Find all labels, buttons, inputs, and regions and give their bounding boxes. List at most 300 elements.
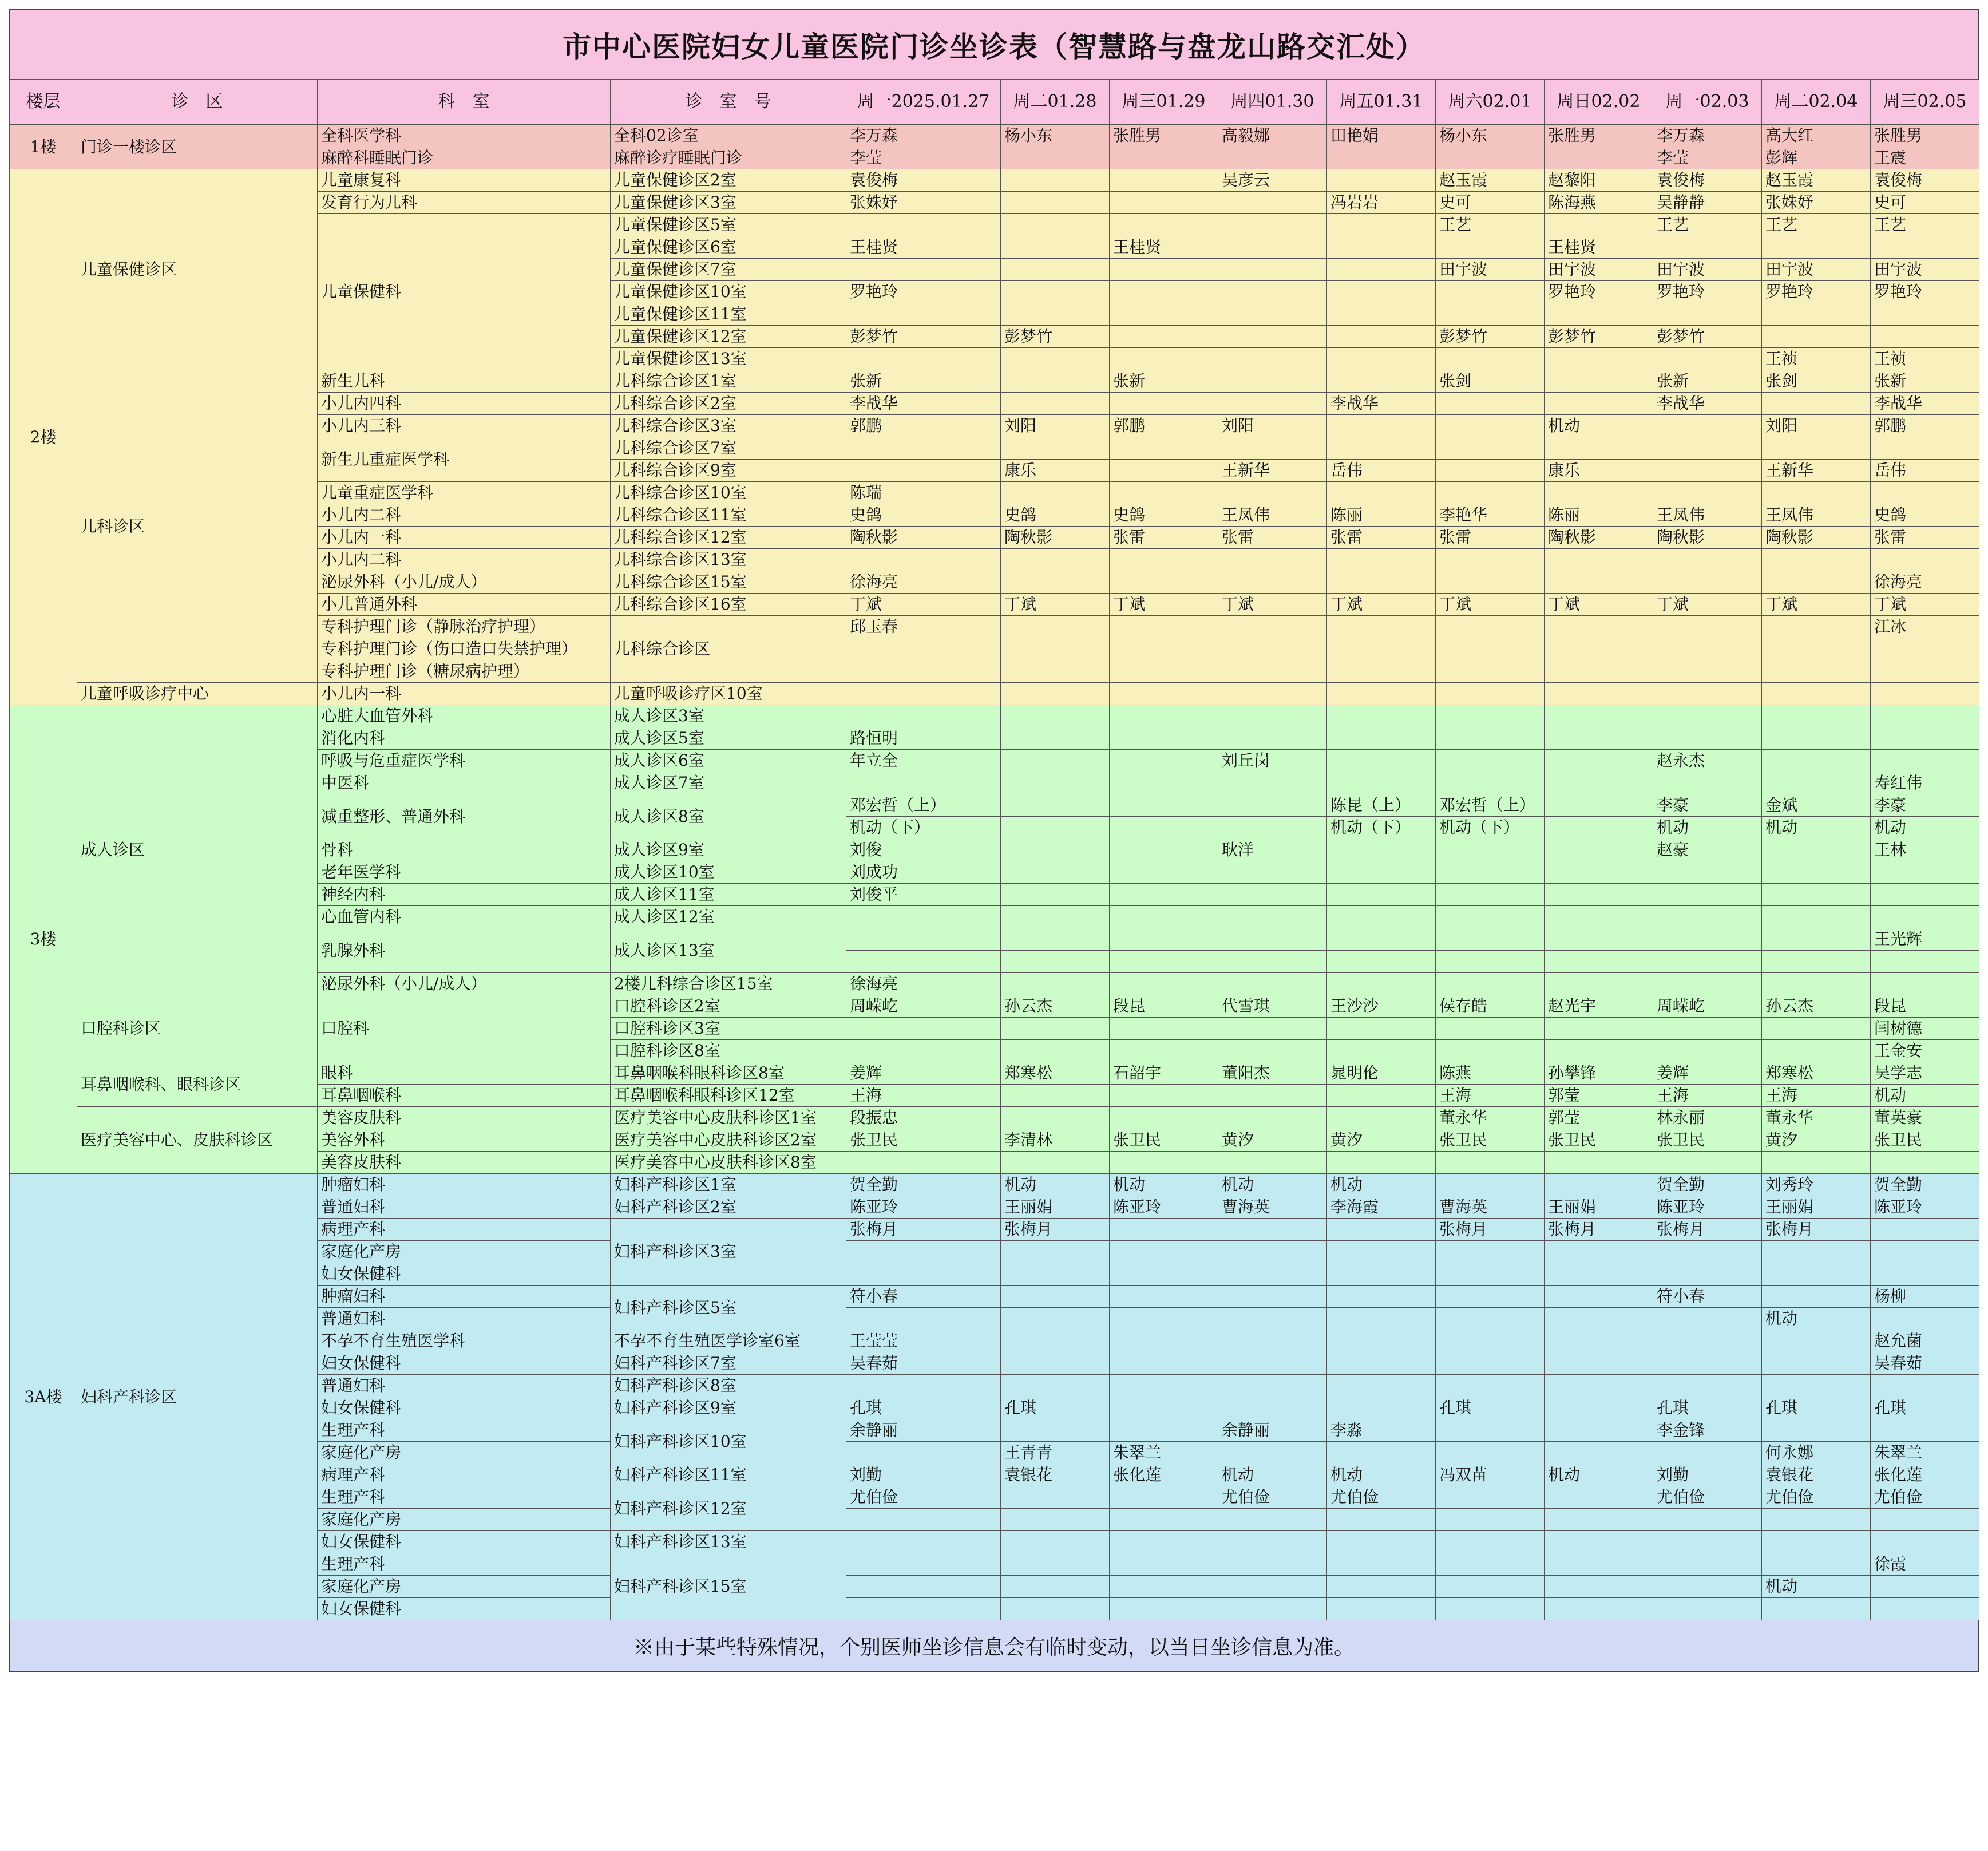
page-title: 市中心医院妇女儿童医院门诊坐诊表（智慧路与盘龙山路交汇处） (9, 9, 1979, 79)
doctor-cell (1545, 1286, 1653, 1308)
doctor-cell (1218, 1576, 1327, 1598)
doctor-cell: 陈亚玲 (846, 1196, 1001, 1219)
doctor-cell (1436, 1598, 1545, 1620)
doctor-cell (1110, 147, 1218, 169)
department-cell: 泌尿外科（小儿/成人） (318, 571, 611, 594)
doctor-cell (1545, 437, 1653, 460)
doctor-cell (1762, 1018, 1871, 1040)
room-cell: 妇科产科诊区1室 (611, 1174, 846, 1196)
doctor-cell: 史鸽 (1871, 504, 1979, 527)
department-cell: 美容外科 (318, 1129, 611, 1152)
doctor-cell (1545, 303, 1653, 326)
doctor-cell: 张雷 (1871, 527, 1979, 549)
doctor-cell (1436, 683, 1545, 705)
doctor-cell (846, 1375, 1001, 1397)
doctor-cell (1110, 549, 1218, 571)
doctor-cell: 王丽娟 (1001, 1196, 1110, 1219)
doctor-cell: 机动（下） (1436, 817, 1545, 839)
room-cell: 儿科综合诊区11室 (611, 504, 846, 527)
doctor-cell: 王沙沙 (1327, 995, 1436, 1018)
doctor-cell: 董永华 (1436, 1107, 1545, 1129)
doctor-cell: 董阳杰 (1218, 1062, 1327, 1085)
doctor-cell (1762, 727, 1871, 750)
doctor-cell: 周嵘屹 (846, 995, 1001, 1018)
doctor-cell: 李莹 (846, 147, 1001, 169)
doctor-cell (1110, 1375, 1218, 1397)
doctor-cell: 丁斌 (1001, 594, 1110, 616)
doctor-cell: 年立全 (846, 750, 1001, 772)
room-cell: 儿科综合诊区16室 (611, 594, 846, 616)
doctor-cell: 丁斌 (1871, 594, 1979, 616)
room-cell: 医疗美容中心皮肤科诊区2室 (611, 1129, 846, 1152)
doctor-cell: 张卫民 (1871, 1129, 1979, 1152)
doctor-cell (1001, 1419, 1110, 1442)
doctor-cell: 王丽娟 (1762, 1196, 1871, 1219)
doctor-cell: 机动 (1762, 1308, 1871, 1330)
doctor-cell (1218, 1397, 1327, 1419)
doctor-cell (1653, 1576, 1762, 1598)
department-cell: 中医科 (318, 772, 611, 794)
doctor-cell: 机动 (1871, 817, 1979, 839)
doctor-cell (1871, 1241, 1979, 1263)
doctor-cell (1762, 906, 1871, 928)
doctor-cell (1001, 259, 1110, 281)
doctor-cell: 陈丽 (1545, 504, 1653, 527)
table-row (10, 125, 1979, 147)
header-day: 周日02.02 (1545, 80, 1653, 125)
doctor-cell (1327, 772, 1436, 794)
doctor-cell (1327, 482, 1436, 504)
doctor-cell: 王青青 (1001, 1442, 1110, 1464)
department-cell: 生理产科 (318, 1486, 611, 1509)
doctor-cell (1110, 214, 1218, 236)
doctor-cell: 刘阳 (1001, 415, 1110, 437)
doctor-cell: 郑寒松 (1762, 1062, 1871, 1085)
doctor-cell (1653, 1442, 1762, 1464)
doctor-cell: 陈瑞 (846, 482, 1001, 504)
department-cell: 美容皮肤科 (318, 1152, 611, 1174)
doctor-cell (1327, 616, 1436, 638)
doctor-cell (1436, 482, 1545, 504)
doctor-cell (1001, 571, 1110, 594)
doctor-cell: 刘俊 (846, 839, 1001, 861)
doctor-cell (1001, 861, 1110, 884)
table-row (10, 1174, 1979, 1196)
doctor-cell (1001, 1085, 1110, 1107)
area-cell: 门诊一楼诊区 (77, 125, 318, 169)
doctor-cell: 王海 (846, 1085, 1001, 1107)
doctor-cell (1218, 1040, 1327, 1062)
doctor-cell (1436, 281, 1545, 303)
doctor-cell (1762, 1040, 1871, 1062)
doctor-cell (1871, 549, 1979, 571)
doctor-cell (1110, 1531, 1218, 1553)
doctor-cell (1327, 415, 1436, 437)
header-day: 周一02.03 (1653, 80, 1762, 125)
doctor-cell: 余静丽 (1218, 1419, 1327, 1442)
doctor-cell (1110, 259, 1218, 281)
doctor-cell (1218, 1330, 1327, 1352)
doctor-cell (1653, 1553, 1762, 1576)
room-cell: 儿科综合诊区2室 (611, 393, 846, 415)
department-cell: 儿童重症医学科 (318, 482, 611, 504)
doctor-cell: 吴学志 (1871, 1062, 1979, 1085)
doctor-cell: 赵豪 (1653, 839, 1762, 861)
doctor-cell: 张梅月 (846, 1219, 1001, 1241)
doctor-cell: 陶秋影 (1545, 527, 1653, 549)
doctor-cell (1110, 1509, 1218, 1531)
doctor-cell (1545, 660, 1653, 683)
room-cell: 耳鼻咽喉科眼科诊区8室 (611, 1062, 846, 1085)
doctor-cell (1545, 1486, 1653, 1509)
doctor-cell: 林永丽 (1653, 1107, 1762, 1129)
doctor-cell (1762, 1152, 1871, 1174)
table-row (10, 370, 1979, 393)
doctor-cell (1545, 1308, 1653, 1330)
doctor-cell (1762, 1509, 1871, 1531)
doctor-cell: 李海霞 (1327, 1196, 1436, 1219)
doctor-cell (1871, 861, 1979, 884)
doctor-cell (1110, 1263, 1218, 1286)
doctor-cell: 段昆 (1871, 995, 1979, 1018)
department-cell: 美容皮肤科 (318, 1107, 611, 1129)
doctor-cell (846, 705, 1001, 727)
doctor-cell: 尤伯俭 (1762, 1486, 1871, 1509)
doctor-cell (846, 683, 1001, 705)
doctor-cell: 王艺 (1762, 214, 1871, 236)
doctor-cell (1001, 1509, 1110, 1531)
doctor-cell (1218, 1442, 1327, 1464)
department-cell: 普通妇科 (318, 1196, 611, 1219)
doctor-cell: 张雷 (1436, 527, 1545, 549)
doctor-cell (1436, 727, 1545, 750)
header-day: 周四01.30 (1218, 80, 1327, 125)
doctor-cell: 李豪 (1871, 794, 1979, 817)
doctor-cell (1762, 660, 1871, 683)
doctor-cell (1110, 571, 1218, 594)
doctor-cell (1327, 1018, 1436, 1040)
doctor-cell (1218, 1152, 1327, 1174)
doctor-cell: 刘勤 (846, 1464, 1001, 1486)
doctor-cell: 李战华 (1327, 393, 1436, 415)
doctor-cell (1001, 1598, 1110, 1620)
doctor-cell (1436, 571, 1545, 594)
doctor-cell (846, 660, 1001, 683)
doctor-cell (1110, 1286, 1218, 1308)
doctor-cell (1545, 549, 1653, 571)
doctor-cell: 王艺 (1871, 214, 1979, 236)
doctor-cell (1762, 326, 1871, 348)
doctor-cell (1218, 214, 1327, 236)
doctor-cell (1436, 951, 1545, 973)
doctor-cell (1327, 303, 1436, 326)
doctor-cell: 李万森 (846, 125, 1001, 147)
doctor-cell (1218, 951, 1327, 973)
room-cell: 儿科综合诊区1室 (611, 370, 846, 393)
doctor-cell: 贺全勤 (846, 1174, 1001, 1196)
doctor-cell (1110, 817, 1218, 839)
doctor-cell (1545, 1352, 1653, 1375)
department-cell: 麻醉科睡眠门诊 (318, 147, 611, 169)
department-cell: 耳鼻咽喉科 (318, 1085, 611, 1107)
doctor-cell: 张卫民 (846, 1129, 1001, 1152)
doctor-cell (1436, 1018, 1545, 1040)
doctor-cell (1436, 1576, 1545, 1598)
doctor-cell (1218, 638, 1327, 660)
doctor-cell (1001, 1308, 1110, 1330)
doctor-cell (1218, 281, 1327, 303)
department-cell: 眼科 (318, 1062, 611, 1085)
header-floor: 楼层 (10, 80, 77, 125)
doctor-cell (1110, 1352, 1218, 1375)
doctor-cell (846, 214, 1001, 236)
doctor-cell (1871, 638, 1979, 660)
department-cell: 消化内科 (318, 727, 611, 750)
doctor-cell: 田宇波 (1436, 259, 1545, 281)
doctor-cell: 陈亚玲 (1871, 1196, 1979, 1219)
doctor-cell: 张新 (846, 370, 1001, 393)
doctor-cell (1327, 370, 1436, 393)
doctor-cell: 王海 (1762, 1085, 1871, 1107)
doctor-cell (1001, 1330, 1110, 1352)
floor-cell: 1楼 (10, 125, 77, 169)
doctor-cell (1653, 1352, 1762, 1375)
header-day: 周六02.01 (1436, 80, 1545, 125)
doctor-cell (1762, 437, 1871, 460)
doctor-cell (1218, 884, 1327, 906)
doctor-cell (1762, 951, 1871, 973)
doctor-cell (1436, 1286, 1545, 1308)
doctor-cell (1001, 638, 1110, 660)
department-cell: 小儿内二科 (318, 549, 611, 571)
doctor-cell (1218, 928, 1327, 951)
doctor-cell: 罗艳玲 (1653, 281, 1762, 303)
doctor-cell (1436, 861, 1545, 884)
doctor-cell: 田宇波 (1545, 259, 1653, 281)
doctor-cell: 金斌 (1762, 794, 1871, 817)
doctor-cell: 郭鹏 (1871, 415, 1979, 437)
room-cell: 儿科综合诊区15室 (611, 571, 846, 594)
doctor-cell (1545, 1442, 1653, 1464)
doctor-cell (1545, 1397, 1653, 1419)
room-cell: 耳鼻咽喉科眼科诊区12室 (611, 1085, 846, 1107)
doctor-cell: 机动（下） (846, 817, 1001, 839)
doctor-cell: 尤伯俭 (1871, 1486, 1979, 1509)
doctor-cell: 机动 (1001, 1174, 1110, 1196)
doctor-cell (1110, 482, 1218, 504)
doctor-cell: 刘秀玲 (1762, 1174, 1871, 1196)
doctor-cell: 孔琪 (1653, 1397, 1762, 1419)
doctor-cell: 王艺 (1436, 214, 1545, 236)
doctor-cell (1762, 861, 1871, 884)
doctor-cell (1545, 683, 1653, 705)
doctor-cell: 丁斌 (1762, 594, 1871, 616)
doctor-cell: 张雷 (1110, 527, 1218, 549)
room-cell: 口腔科诊区3室 (611, 1018, 846, 1040)
doctor-cell: 贺全勤 (1871, 1174, 1979, 1196)
doctor-cell (1653, 861, 1762, 884)
table-row (10, 995, 1979, 1018)
footer-note: ※由于某些特殊情况，个别医师坐诊信息会有临时变动，以当日坐诊信息为准。 (9, 1620, 1979, 1672)
area-cell: 儿童呼吸诊疗中心 (77, 683, 318, 705)
doctor-cell: 符小春 (846, 1286, 1001, 1308)
doctor-cell: 杨小东 (1436, 125, 1545, 147)
room-cell: 成人诊区13室 (611, 928, 846, 973)
room-cell: 儿童保健诊区11室 (611, 303, 846, 326)
doctor-cell (1653, 1040, 1762, 1062)
department-cell: 家庭化产房 (318, 1509, 611, 1531)
doctor-cell (1545, 817, 1653, 839)
room-cell: 妇科产科诊区7室 (611, 1352, 846, 1375)
doctor-cell (1110, 839, 1218, 861)
doctor-cell (1545, 1018, 1653, 1040)
doctor-cell (1218, 616, 1327, 638)
doctor-cell (846, 259, 1001, 281)
doctor-cell (1545, 861, 1653, 884)
doctor-cell: 王祯 (1871, 348, 1979, 370)
doctor-cell (1436, 1375, 1545, 1397)
doctor-cell: 孙云杰 (1762, 995, 1871, 1018)
doctor-cell (1762, 1352, 1871, 1375)
doctor-cell (1436, 973, 1545, 995)
doctor-cell: 曹海英 (1436, 1196, 1545, 1219)
doctor-cell: 王凤伟 (1762, 504, 1871, 527)
doctor-cell (1436, 1040, 1545, 1062)
department-cell: 儿童康复科 (318, 169, 611, 192)
doctor-cell: 丁斌 (1218, 594, 1327, 616)
doctor-cell (1436, 1509, 1545, 1531)
doctor-cell (1110, 1152, 1218, 1174)
doctor-cell: 孔琪 (1871, 1397, 1979, 1419)
room-cell: 儿童保健诊区2室 (611, 169, 846, 192)
doctor-cell: 高毅娜 (1218, 125, 1327, 147)
doctor-cell (1001, 727, 1110, 750)
doctor-cell (1653, 236, 1762, 259)
doctor-cell: 张梅月 (1762, 1219, 1871, 1241)
department-cell: 家庭化产房 (318, 1241, 611, 1263)
doctor-cell (1110, 906, 1218, 928)
doctor-cell (1545, 839, 1653, 861)
room-cell: 成人诊区10室 (611, 861, 846, 884)
doctor-cell: 袁俊梅 (1653, 169, 1762, 192)
doctor-cell (1218, 1352, 1327, 1375)
department-cell: 乳腺外科 (318, 928, 611, 973)
doctor-cell: 王金安 (1871, 1040, 1979, 1062)
doctor-cell (1001, 169, 1110, 192)
area-cell: 医疗美容中心、皮肤科诊区 (77, 1107, 318, 1174)
doctor-cell: 王新华 (1218, 460, 1327, 482)
doctor-cell (846, 303, 1001, 326)
doctor-cell (1110, 951, 1218, 973)
doctor-cell (1762, 884, 1871, 906)
doctor-cell: 刘勤 (1653, 1464, 1762, 1486)
doctor-cell: 吴春茹 (846, 1352, 1001, 1375)
doctor-cell (1110, 1241, 1218, 1263)
room-cell: 妇科产科诊区10室 (611, 1419, 846, 1464)
doctor-cell: 彭梦竹 (846, 326, 1001, 348)
doctor-cell (1327, 884, 1436, 906)
doctor-cell: 贺全勤 (1653, 1174, 1762, 1196)
doctor-cell (1436, 460, 1545, 482)
room-cell: 儿童保健诊区6室 (611, 236, 846, 259)
doctor-cell (1762, 1598, 1871, 1620)
area-cell: 口腔科诊区 (77, 995, 318, 1062)
doctor-cell (1545, 884, 1653, 906)
doctor-cell (1545, 951, 1653, 973)
doctor-cell (846, 1442, 1001, 1464)
doctor-cell (1436, 549, 1545, 571)
doctor-cell (1545, 1330, 1653, 1352)
doctor-cell (1653, 928, 1762, 951)
doctor-cell (1110, 861, 1218, 884)
doctor-cell: 尤伯俭 (1218, 1486, 1327, 1509)
doctor-cell: 陈丽 (1327, 504, 1436, 527)
room-cell: 儿科综合诊区3室 (611, 415, 846, 437)
doctor-cell: 张卫民 (1436, 1129, 1545, 1152)
room-cell: 儿科综合诊区7室 (611, 437, 846, 460)
header-day: 周二01.28 (1001, 80, 1110, 125)
doctor-cell (1545, 1152, 1653, 1174)
doctor-cell (1871, 1308, 1979, 1330)
doctor-cell: 田宇波 (1871, 259, 1979, 281)
doctor-cell (1001, 1107, 1110, 1129)
doctor-cell (1110, 794, 1218, 817)
doctor-cell (1762, 1241, 1871, 1263)
doctor-cell: 罗艳玲 (1871, 281, 1979, 303)
doctor-cell: 徐海亮 (1871, 571, 1979, 594)
doctor-cell (1001, 1152, 1110, 1174)
doctor-cell (1327, 1375, 1436, 1397)
doctor-cell (1001, 951, 1110, 973)
area-cell: 儿科诊区 (77, 370, 318, 683)
doctor-cell (1545, 214, 1653, 236)
doctor-cell (1001, 437, 1110, 460)
doctor-cell (846, 1553, 1001, 1576)
doctor-cell: 邓宏哲（上） (1436, 794, 1545, 817)
doctor-cell (1653, 638, 1762, 660)
doctor-cell (1001, 683, 1110, 705)
doctor-cell (846, 1509, 1001, 1531)
doctor-cell (1545, 727, 1653, 750)
doctor-cell: 袁俊梅 (846, 169, 1001, 192)
doctor-cell: 杨小东 (1001, 125, 1110, 147)
room-cell: 儿童保健诊区7室 (611, 259, 846, 281)
doctor-cell (846, 906, 1001, 928)
doctor-cell (1653, 1308, 1762, 1330)
doctor-cell (846, 348, 1001, 370)
doctor-cell (1871, 1598, 1979, 1620)
doctor-cell (1545, 906, 1653, 928)
doctor-cell: 张化莲 (1871, 1464, 1979, 1486)
doctor-cell (1218, 727, 1327, 750)
doctor-cell: 丁斌 (1436, 594, 1545, 616)
doctor-cell: 陶秋影 (1001, 527, 1110, 549)
doctor-cell: 李万森 (1653, 125, 1762, 147)
doctor-cell: 罗艳玲 (1762, 281, 1871, 303)
doctor-cell (1110, 1308, 1218, 1330)
doctor-cell (1110, 192, 1218, 214)
doctor-cell (1327, 638, 1436, 660)
doctor-cell: 张姝妤 (846, 192, 1001, 214)
doctor-cell (1436, 906, 1545, 928)
doctor-cell: 吴彦云 (1218, 169, 1327, 192)
doctor-cell (1110, 772, 1218, 794)
doctor-cell (1327, 169, 1436, 192)
doctor-cell (1545, 1375, 1653, 1397)
doctor-cell (1327, 1040, 1436, 1062)
header-row (10, 80, 1979, 125)
doctor-cell (1653, 772, 1762, 794)
